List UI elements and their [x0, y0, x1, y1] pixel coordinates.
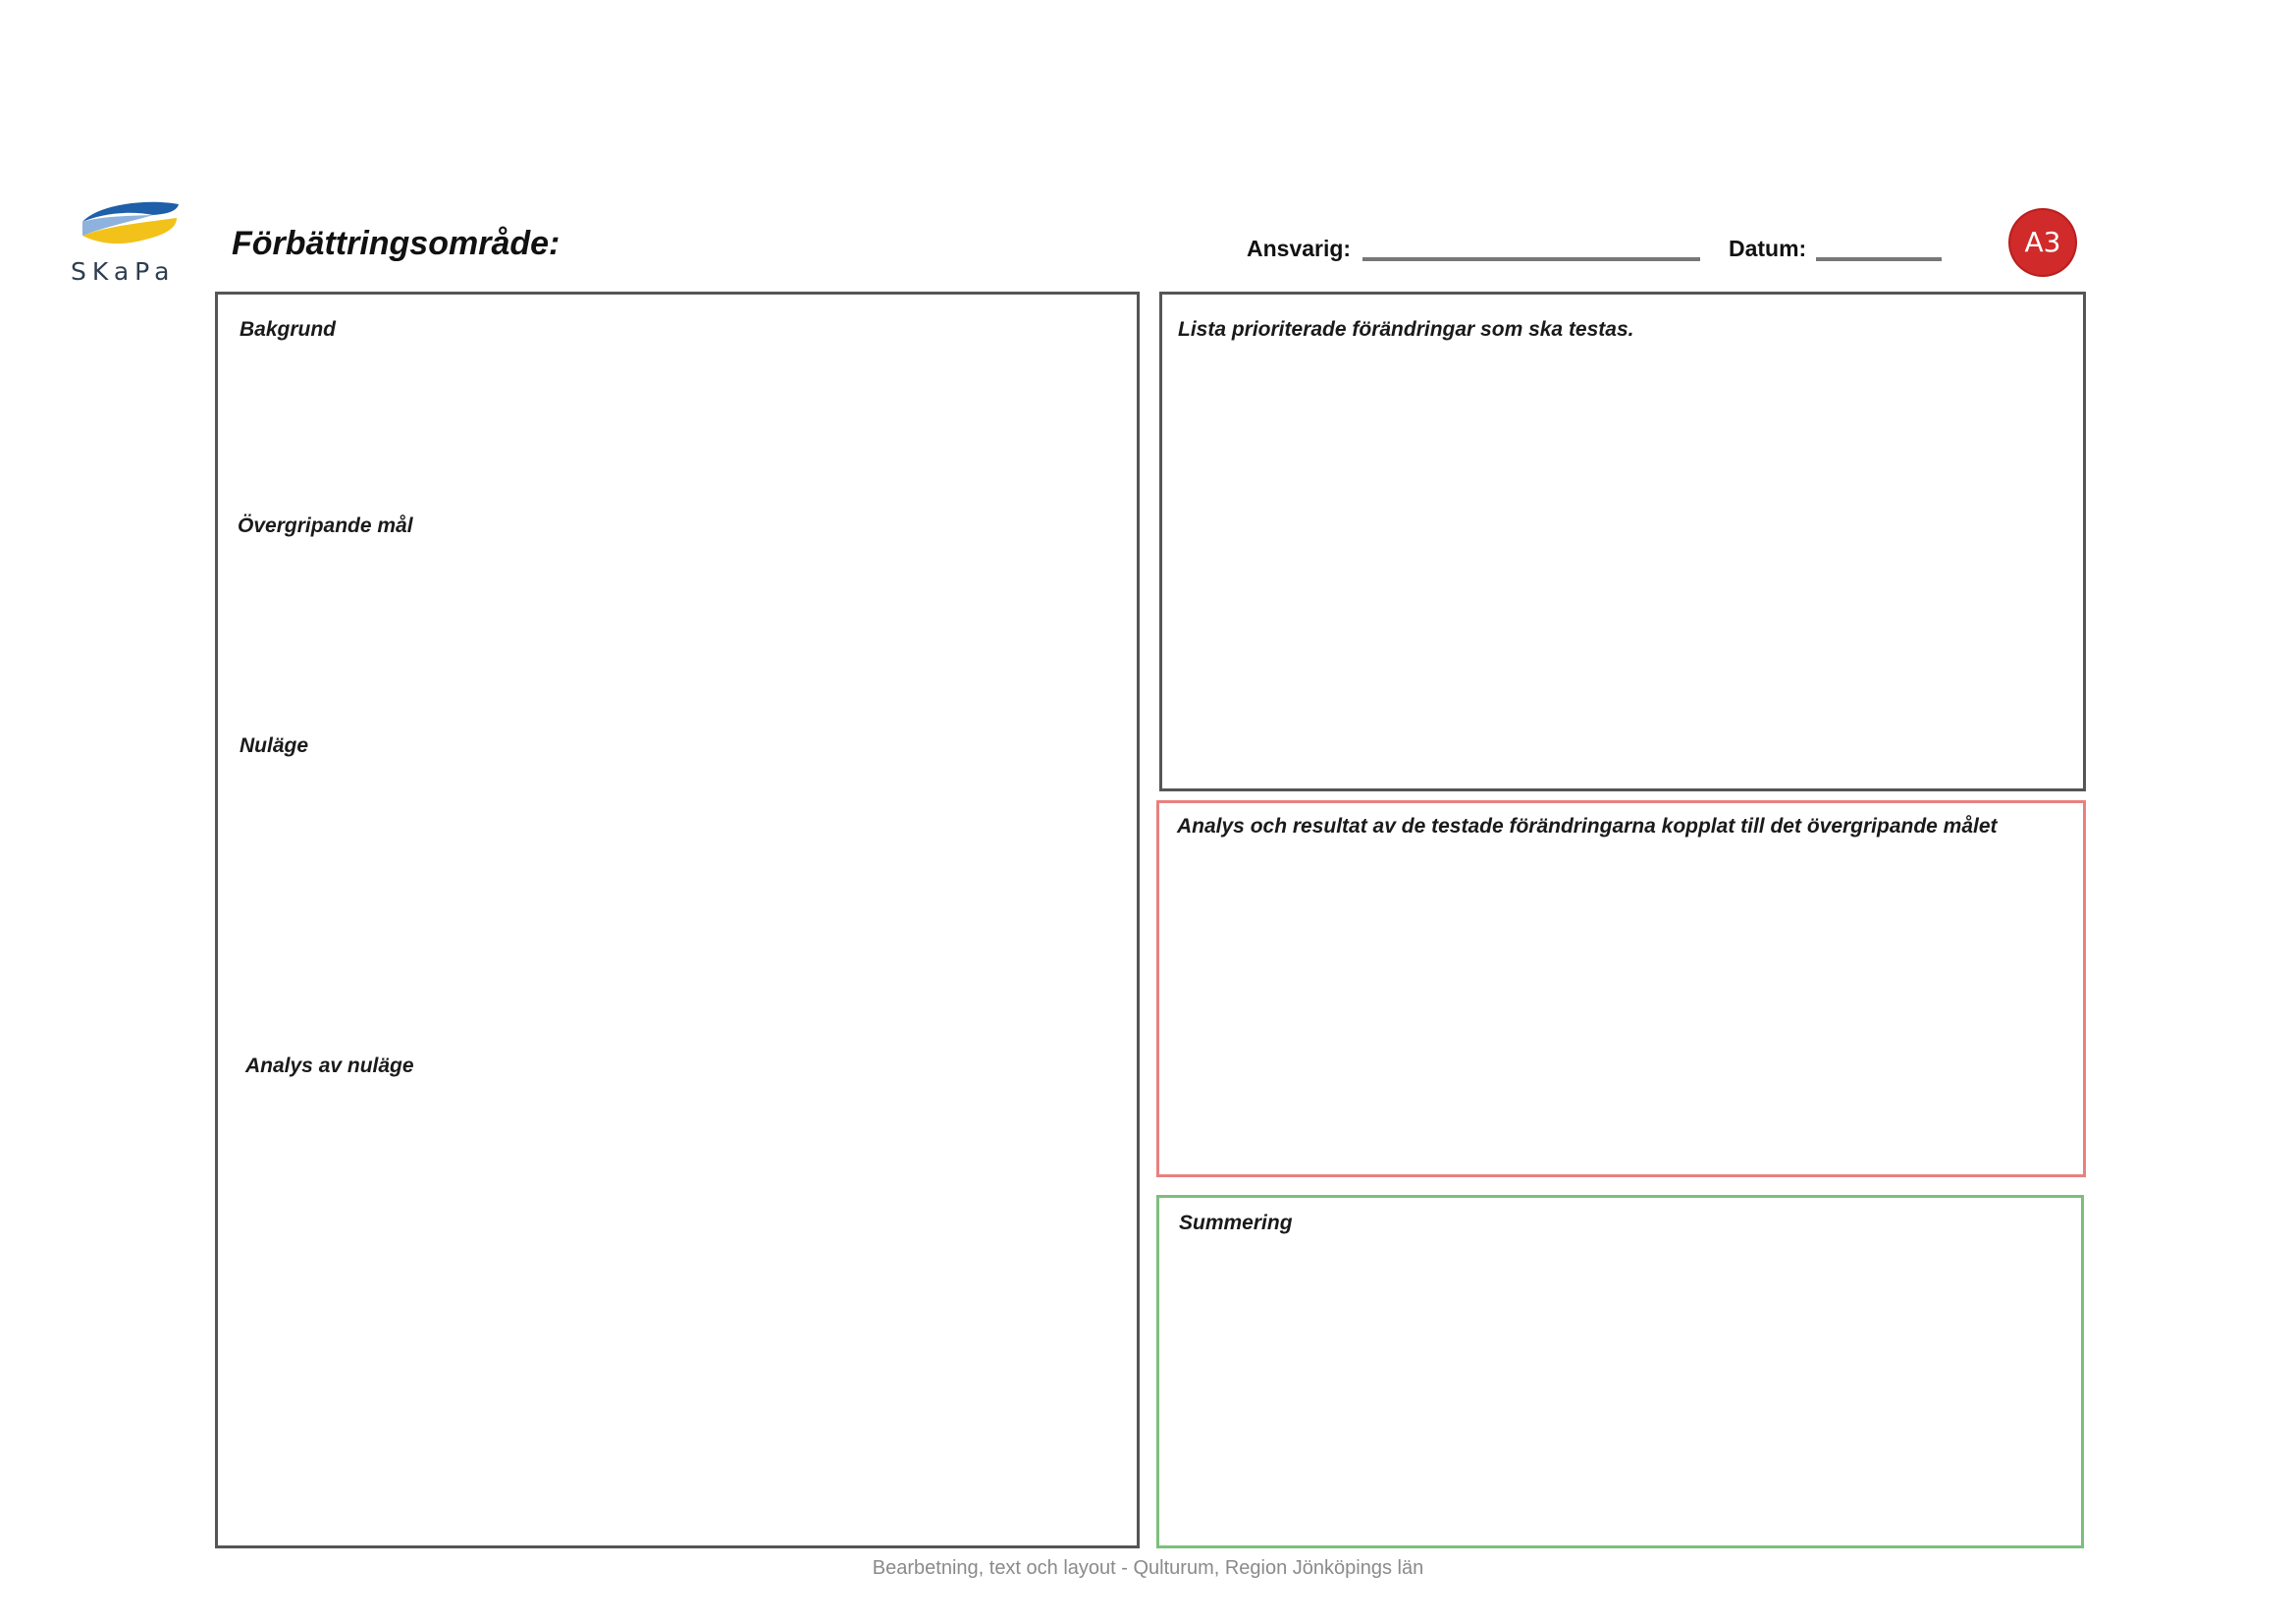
changes-panel[interactable] [1159, 292, 2086, 791]
section-current-state-label: Nuläge [240, 734, 309, 757]
logo-swoosh-icon [69, 196, 196, 255]
footer-credit: Bearbetning, text och layout - Qulturum, Region Jönköpings län [872, 1557, 1424, 1579]
left-panel[interactable] [215, 292, 1140, 1548]
summary-label: Summering [1179, 1212, 1293, 1234]
skapa-logo [69, 196, 196, 290]
summary-panel[interactable] [1156, 1195, 2084, 1548]
responsible-label: Ansvarig: [1247, 236, 1352, 261]
changes-label: Lista prioriterade förändringar som ska testas. [1178, 318, 1634, 341]
analysis-panel[interactable] [1156, 800, 2086, 1177]
page-title: Förbättringsområde: [232, 225, 561, 262]
a3-badge: A3 [2010, 210, 2075, 275]
analysis-label: Analys och resultat av de testade förändringarna kopplat till det övergripande målet [1177, 815, 1998, 838]
logo-text: SKaPa [71, 257, 176, 286]
date-input-line[interactable] [1816, 257, 1942, 261]
date-label: Datum: [1729, 236, 1807, 261]
section-overall-goal-label: Övergripande mål [238, 514, 413, 537]
responsible-input-line[interactable] [1362, 257, 1700, 261]
section-current-state-analysis-label: Analys av nuläge [245, 1055, 414, 1077]
section-background-label: Bakgrund [240, 318, 337, 341]
